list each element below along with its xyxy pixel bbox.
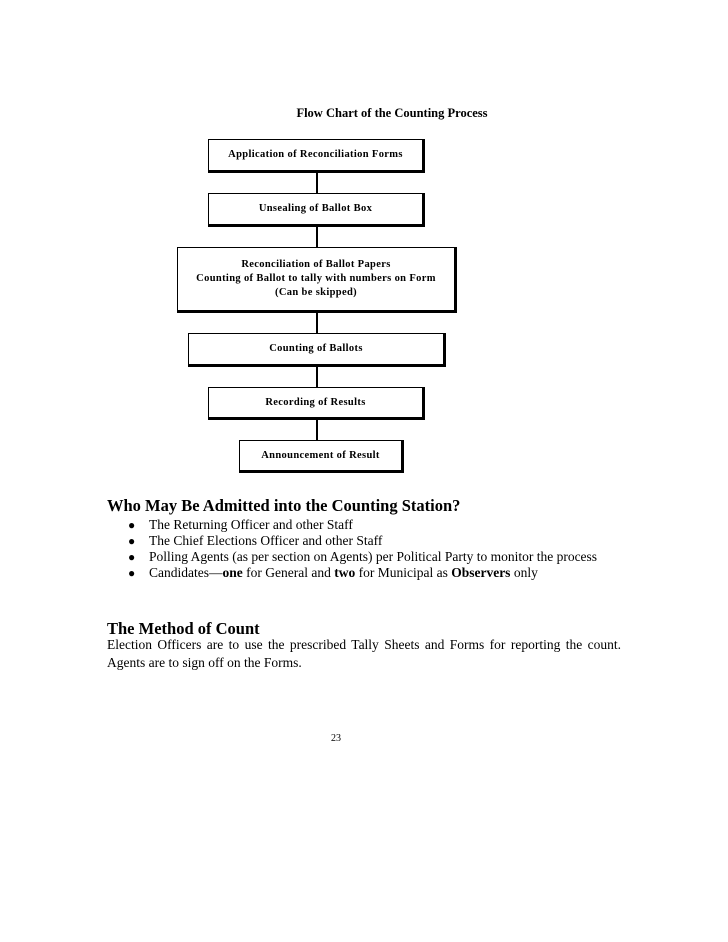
admitted-list [107,517,621,581]
flow-step-recording-of-results [208,387,425,420]
list-item-text: Polling Agents (as per section on Agents) per Political Party to monitor the process [149,549,598,564]
text-run: Candidates— [149,565,223,580]
flow-step-text [269,342,363,356]
page-number: 23 [331,733,341,744]
list-item [107,565,621,581]
bullet-icon: ● [128,534,136,548]
list-item [107,549,621,565]
method-heading: The Method of Count [107,619,260,638]
flow-step-line: Application of Reconciliation Forms [228,149,403,160]
text-run-bold: Observers [451,565,511,580]
flow-connector-line [316,367,318,388]
flow-step-line: (Can be skipped) [274,287,358,298]
flow-chart-title: Flow Chart of the Counting Process [296,106,488,120]
flow-step-line: Counting of Ballot to tally with numbers on Form [196,273,436,284]
flow-connector-line [316,227,318,248]
flow-step-unsealing-of-ballot-box [208,193,425,227]
list-item [107,517,621,533]
flow-step-line: Counting of Ballots [269,343,363,354]
flow-step-text [261,449,380,463]
flow-step-line: Recording of Results [265,396,366,408]
bullet-icon: ● [128,566,136,580]
list-item-text: The Chief Elections Officer and other Staff [149,533,383,548]
text-run: only [510,565,538,580]
flow-step-counting-of-ballots [188,333,446,367]
list-item-text [149,565,538,580]
flow-step-line: Unsealing of Ballot Box [258,203,373,214]
admitted-heading: Who May Be Admitted into the Counting Station? [107,496,461,515]
flow-step-announcement-of-result [239,440,404,473]
list-item [107,533,621,549]
flow-connector-line [316,313,318,334]
flow-step-reconciliation-of-ballot-papers [177,247,457,313]
flow-step-text [259,202,372,216]
text-run-bold: two [334,565,356,580]
text-run: for Municipal as [355,565,452,580]
flow-step-text [265,396,365,410]
text-run: for General and [242,565,335,580]
flow-step-text [228,148,403,162]
flow-step-line: Reconciliation of Ballot Papers [241,259,391,270]
flow-step-application-of-reconciliation-forms [208,139,425,173]
flow-step-text [196,258,436,300]
method-paragraph: Election Officers are to use the prescribed Tally Sheets and Forms for reporting the count. Agents are to sign off on the Forms. [107,637,621,670]
text-run-bold: one [222,565,243,580]
flow-connector-line [316,173,318,194]
flow-connector-line [316,420,318,441]
bullet-icon: ● [128,550,136,564]
bullet-icon: ● [128,518,136,532]
list-item-text: The Returning Officer and other Staff [149,517,353,532]
flow-step-line: Announcement of Result [261,449,380,461]
